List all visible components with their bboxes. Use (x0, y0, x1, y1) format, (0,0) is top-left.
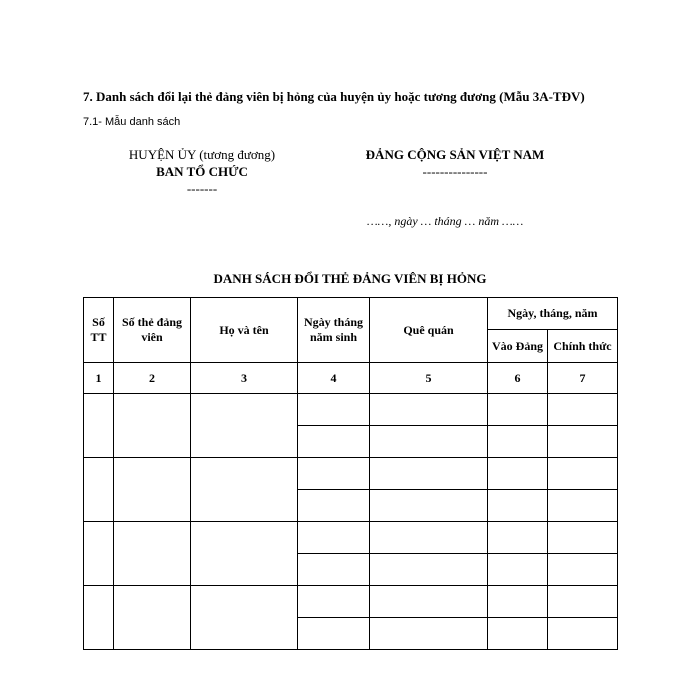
empty-cell (548, 458, 618, 490)
date-line: ……, ngày … tháng … năm …… (367, 214, 524, 228)
empty-cell (298, 586, 370, 618)
empty-cell (370, 490, 488, 522)
header-stt: Số TT (84, 298, 114, 363)
empty-cell (298, 618, 370, 650)
header-dob: Ngày tháng năm sinh (298, 298, 370, 363)
section-subheading: 7.1- Mẫu danh sách (83, 116, 181, 128)
column-number-row (84, 363, 618, 394)
issuer-department: BAN TỔ CHỨC (156, 164, 248, 179)
empty-cell (370, 394, 488, 426)
column-number: 1 (84, 363, 114, 394)
empty-cell (114, 458, 191, 522)
empty-cell (488, 586, 548, 618)
empty-cell (548, 490, 618, 522)
party-block (340, 146, 570, 180)
empty-cell (298, 426, 370, 458)
empty-cell (191, 522, 298, 586)
empty-cell (84, 522, 114, 586)
empty-cell (298, 458, 370, 490)
empty-cell (114, 394, 191, 458)
column-number: 5 (370, 363, 488, 394)
empty-cell (114, 522, 191, 586)
empty-cell (488, 426, 548, 458)
table-row (84, 522, 618, 554)
empty-cell (191, 586, 298, 650)
empty-cell (548, 618, 618, 650)
empty-cell (298, 490, 370, 522)
column-number: 4 (298, 363, 370, 394)
header-joined: Vào Đảng (488, 330, 548, 363)
empty-cell (548, 554, 618, 586)
empty-cell (548, 394, 618, 426)
issuer-name: HUYỆN ỦY (tương đương) (128, 147, 276, 162)
empty-cell (548, 522, 618, 554)
empty-cell (298, 554, 370, 586)
empty-cell (370, 458, 488, 490)
empty-cell (488, 554, 548, 586)
empty-cell (370, 426, 488, 458)
empty-cell (84, 394, 114, 458)
header-date-group: Ngày, tháng, năm (488, 298, 618, 330)
header-hometown: Quê quán (370, 298, 488, 363)
party-name: ĐẢNG CỘNG SẢN VIỆT NAM (365, 147, 545, 162)
empty-cell (370, 522, 488, 554)
empty-cell (548, 426, 618, 458)
empty-cell (488, 618, 548, 650)
empty-cell (191, 394, 298, 458)
header-name: Họ và tên (191, 298, 298, 363)
table-row (84, 458, 618, 490)
empty-cell (488, 394, 548, 426)
header-official: Chính thức (548, 330, 618, 363)
empty-cell (370, 586, 488, 618)
empty-cell (298, 522, 370, 554)
empty-cell (84, 458, 114, 522)
column-number: 7 (548, 363, 618, 394)
table-row (84, 394, 618, 426)
column-number: 3 (191, 363, 298, 394)
empty-cell (370, 618, 488, 650)
empty-cell (298, 394, 370, 426)
section-heading: 7. Danh sách đổi lại thẻ đảng viên bị hỏng của huyện ủy hoặc tương đương (Mẫu 3A-TĐV) (83, 89, 585, 104)
empty-cell (488, 522, 548, 554)
table-row (84, 586, 618, 618)
issuer-divider: ------- (186, 181, 218, 196)
empty-cell (84, 586, 114, 650)
column-number: 2 (114, 363, 191, 394)
member-table (83, 297, 618, 650)
empty-cell (488, 490, 548, 522)
empty-cell (191, 458, 298, 522)
issuer-block (112, 146, 292, 197)
party-divider: --------------- (422, 164, 488, 179)
column-number: 6 (488, 363, 548, 394)
empty-cell (370, 554, 488, 586)
header-card-number: Số thẻ đảng viên (114, 298, 191, 363)
empty-cell (114, 586, 191, 650)
empty-cell (488, 458, 548, 490)
table-title: DANH SÁCH ĐỔI THẺ ĐẢNG VIÊN BỊ HỎNG (213, 271, 487, 286)
empty-cell (548, 586, 618, 618)
